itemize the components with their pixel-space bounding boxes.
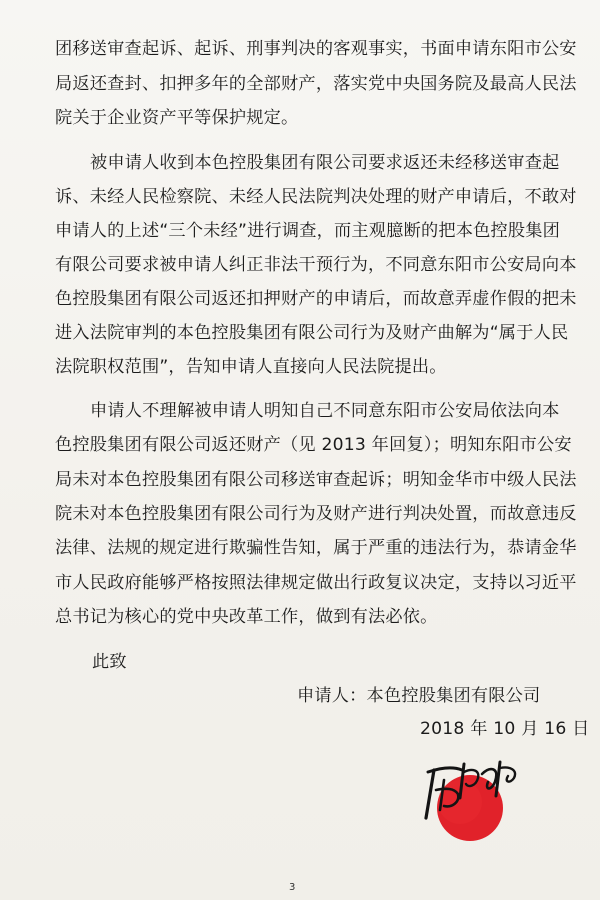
paragraph-respondent-line-5: 色控股集团有限公司返还扣押财产的申请后，而故意弄虚作假的把未 — [55, 289, 577, 309]
paragraph-applicant-line-5: 法律、法规的规定进行欺骗性告知，属于严重的违法行为，恭请金华 — [55, 538, 577, 558]
paragraph-respondent-line-1: 被申请人收到本色控股集团有限公司要求返还未经移送审查起 — [90, 153, 560, 173]
applicant-name: 申请人：本色控股集团有限公司 — [297, 686, 541, 706]
paragraph-respondent-line-7: 法院职权范围”，告知申请人直接向人民法院提出。 — [55, 357, 447, 377]
paragraph-continuation-line-2: 局返还查封、扣押多年的全部财产，落实党中央国务院及最高人民法 — [55, 74, 577, 94]
paragraph-applicant-line-4: 院未对本色控股集团有限公司行为及财产进行判决处置，而故意违反 — [55, 504, 577, 524]
paragraph-applicant-line-1: 申请人不理解被申请人明知自己不同意东阳市公安局依法向本 — [90, 401, 560, 421]
paragraph-applicant-line-6: 市人民政府能够严格按照法律规定做出行政复议决定，支持以习近平 — [55, 573, 577, 593]
paragraph-applicant-line-2: 色控股集团有限公司返还财产（见 2013 年回复）；明知东阳市公安 — [55, 435, 572, 455]
closing-salutation: 此致 — [92, 652, 127, 672]
paragraph-respondent-line-6: 进入法院审判的本色控股集团有限公司行为及财产曲解为“属于人民 — [55, 323, 569, 343]
page-number: 3 — [289, 882, 296, 893]
paragraph-continuation-line-3: 院关于企业资产平等保护规定。 — [55, 108, 299, 128]
signature-seal-group — [400, 748, 540, 848]
paragraph-applicant-line-7: 总书记为核心的党中央改革工作，做到有法必依。 — [55, 607, 438, 627]
paragraph-applicant-line-3: 局未对本色控股集团有限公司移送审查起诉；明知金华市中级人民法 — [55, 470, 577, 490]
paragraph-respondent-line-2: 诉、未经人民检察院、未经人民法院判决处理的财产申请后，不敢对 — [55, 187, 577, 207]
paragraph-respondent-line-4: 有限公司要求被申请人纠正非法干预行为，不同意东阳市公安局向本 — [55, 255, 577, 275]
paragraph-respondent-line-3: 申请人的上述“三个未经”进行调查，而主观臆断的把本色控股集团 — [55, 221, 561, 241]
paragraph-continuation-line-1: 团移送审查起诉、起诉、刑事判决的客观事实，书面申请东阳市公安 — [55, 39, 577, 59]
document-date: 2018 年 10 月 16 日 — [420, 719, 590, 739]
